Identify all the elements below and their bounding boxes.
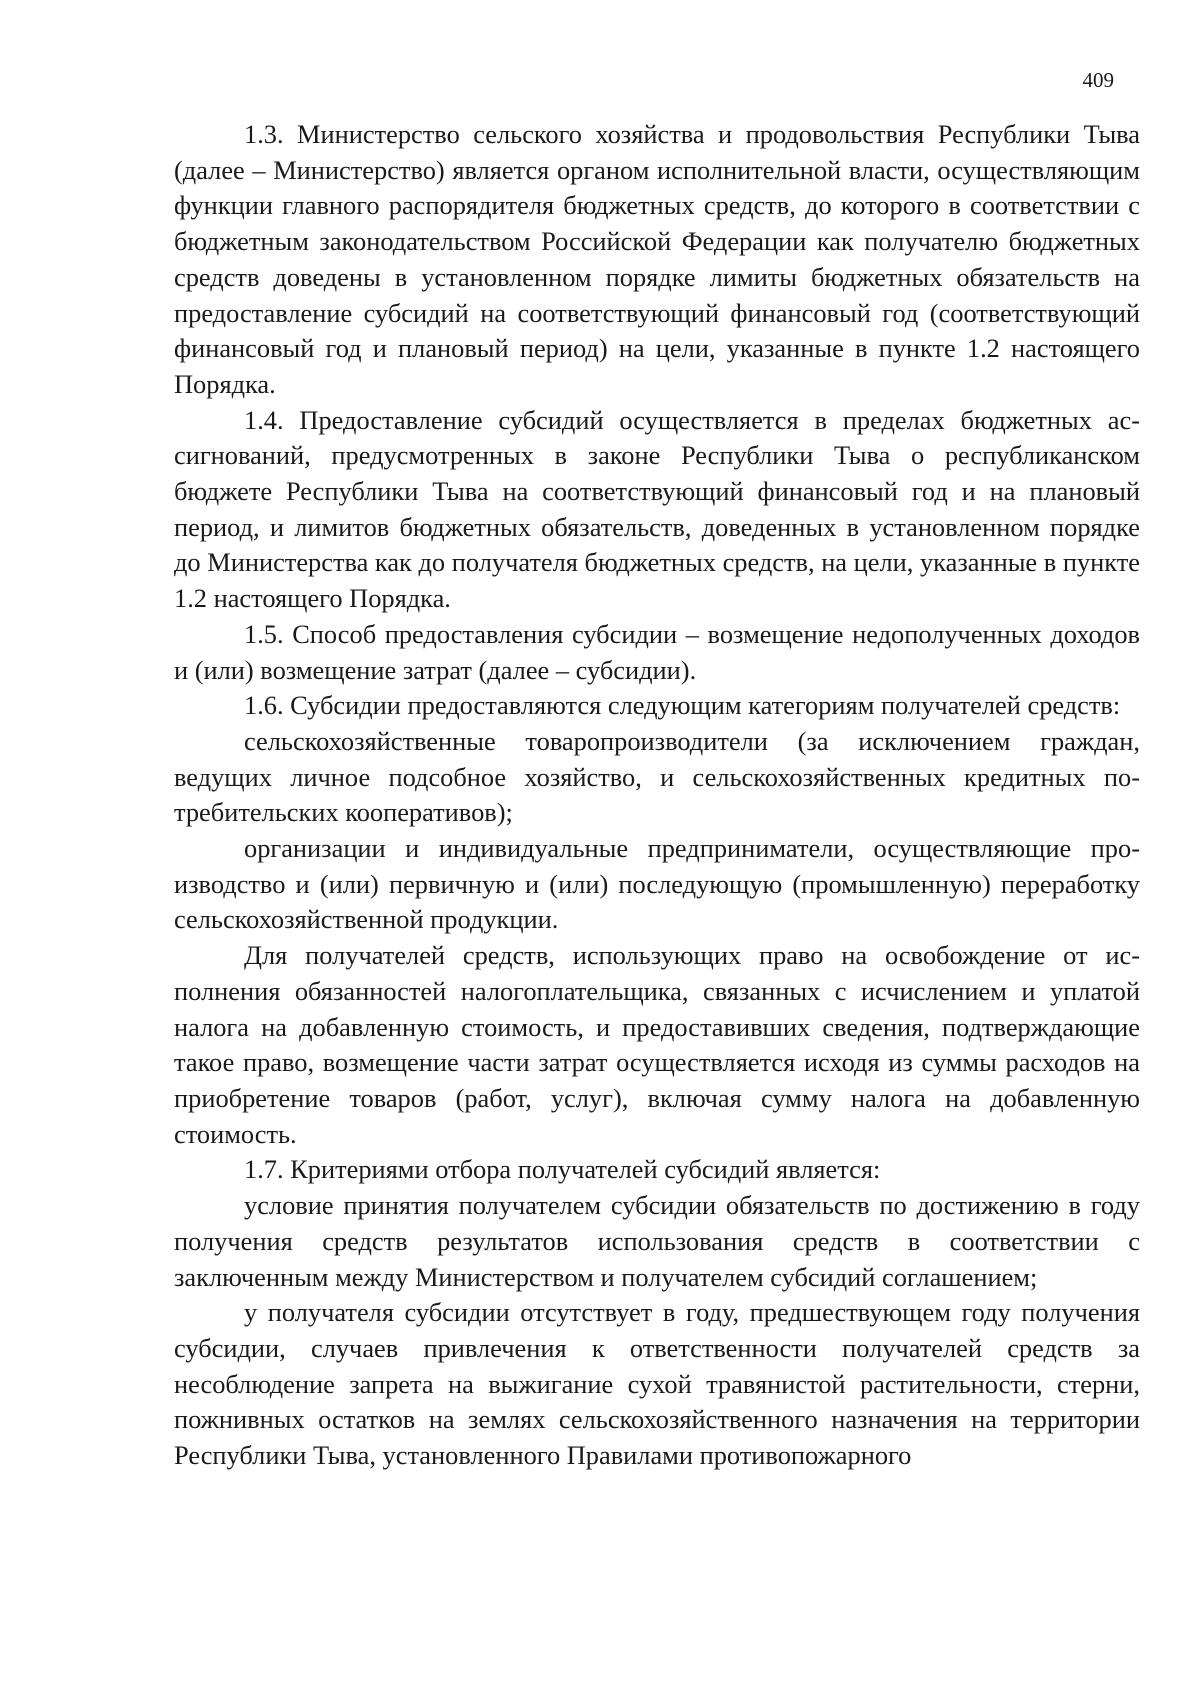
paragraph-criteria-obligations: условие принятия получателем субсидии обязательств по достижению в году получения средств результатов использования средств в соответствии с заключенным между Министерством и получателем субсидий соглашением;	[174, 1190, 1140, 1292]
paragraph-1-4: 1.4. Предоставление субсидий осуществляется в пределах бюджетных ассигнований, предусмотренных в законе Республики Тыва о республиканском бюджете Республики Тыва на соответствующий финансовый год и на плановый период, и лимитов бюджетных обязательств, доведенных в установленном порядке до Министерства как до получателя бюджетных средств, на цели, указанные в пункте 1.2 настоящего Порядка.	[174, 404, 1140, 614]
paragraph-criteria-fire-safety: у получателя субсидии отсутствует в году, предшествующем году получения субсидии, случаев привлечения к ответственности получателей средств за несоблюдение запрета на выжигание сухой травянистой растительности, стерни, пожнивных остатков на землях сельскохозяйственного назначения на территории Республики Тыва, установленного Правилами противопожарного	[174, 1297, 1140, 1471]
paragraph-vat-exemption: Для получателей средств, использующих право на освобождение от исполнения обязанностей налогоплательщика, связанных с исчислением и уплатой налога на добавленную стоимость, и предоставивших сведения, подтверждающие такое право, возмещение части затрат осуществляется исходя из суммы расходов на приобретение товаров (работ, услуг), включая сумму налога на добавленную стоимость.	[174, 940, 1140, 1149]
paragraph-recipients-organizations: организации и индивидуальные предприниматели, осуществляющие производство и (или) первичную и (или) последующую (промышленную) переработку сельскохозяйственной продукции.	[174, 833, 1140, 935]
document-text	[174, 117, 1140, 1474]
paragraph-1-5: 1.5. Способ предоставления субсидии – возмещение недополученных доходов и (или) возмещение затрат (далее – субсидии).	[174, 618, 1140, 685]
paragraph-1-3: 1.3. Министерство сельского хозяйства и продовольствия Республики Тыва (далее – Министерство) является органом исполнительной власти, осуществляющим функции главного распорядителя бюджетных средств, до которого в соответствии с бюджетным законодательством Российской Федерации как получателю бюджетных средств доведены в установленном порядке лимиты бюджетных обязательств на предоставление субсидий на соответствующий финансовый год (соответствующий финансовый год и плановый период) на цели, указанные в пункте 1.2 настоящего Порядка.	[174, 119, 1140, 399]
paragraph-1-6: 1.6. Субсидии предоставляются следующим категориям получателей средств:	[244, 690, 1121, 721]
paragraph-recipients-agri-producers: сельскохозяйственные товаропроизводители (за исключением граждан, ведущих личное подсобное хозяйство, и сельскохозяйственных кредитных потребительских кооперативов);	[174, 725, 1140, 828]
page-number: 409	[1082, 68, 1114, 92]
paragraph-1-7: 1.7. Критериями отбора получателей субсидий является:	[244, 1154, 881, 1185]
